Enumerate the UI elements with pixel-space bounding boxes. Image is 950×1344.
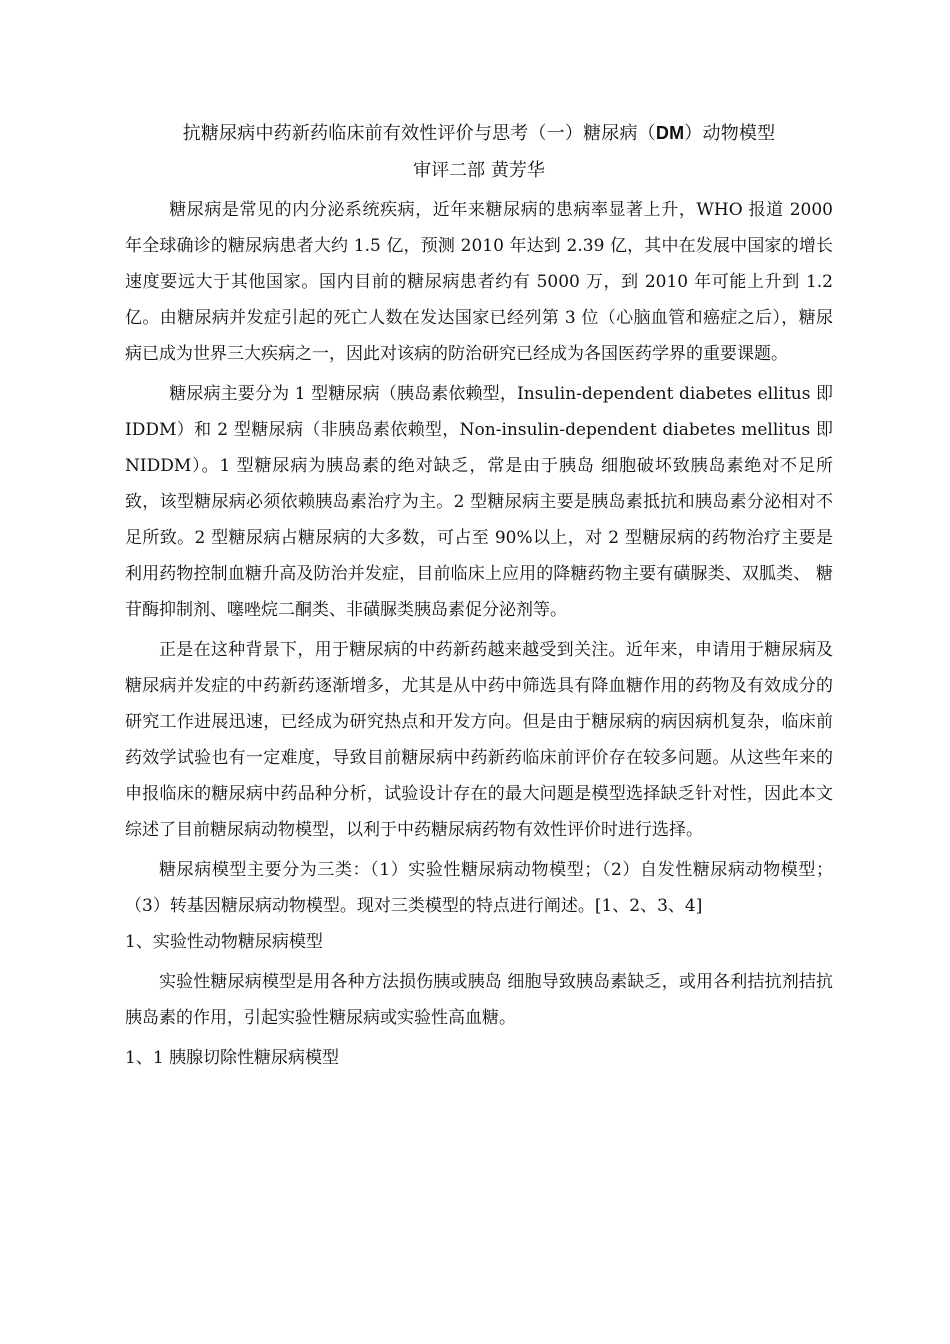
document-title xyxy=(125,118,833,149)
document-body xyxy=(125,192,833,1076)
title-text-part1: 抗糖尿病中药新药临床前有效性评价与思考（一）糖尿病（ xyxy=(182,123,656,144)
title-text-part2: ）动物模型 xyxy=(684,123,776,144)
paragraph-experimental-models: 实验性糖尿病模型是用各种方法损伤胰或胰岛 细胞导致胰岛素缺乏，或用各利拮抗剂拮抗胰岛素的作用，引起实验性糖尿病或实验性高血糖。 xyxy=(125,972,833,1028)
section-heading-1: 1、实验性动物糖尿病模型 xyxy=(125,932,323,952)
paragraph-types: 糖尿病主要分为 1 型糖尿病（胰岛素依赖型，Insulin-dependent diabetes ellitus 即 IDDM）和 2 型糖尿病（非胰岛素依赖型，Non-insulin-dependent diabetes mellitus 即 NIDDM）。1 型糖尿病为胰岛素的绝对缺乏，常是由于胰岛 细胞破坏致胰岛素绝对不足所致，该型糖尿病必须依赖胰岛素治疗为主。2 型糖尿病主要是胰岛素抵抗和胰岛素分泌相对不足所致。2 型糖尿病占糖尿病的大多数，可占至 90%以上，对 2 型糖尿病的药物治疗主要是利用药物控制血糖升高及防治并发症，目前临床上应用的降糖药物主要有磺脲类、双胍类、 糖苷酶抑制剂、噻唑烷二酮类、非磺脲类胰岛素促分泌剂等。 xyxy=(125,384,833,620)
section-heading-1-1: 1、1 胰腺切除性糖尿病模型 xyxy=(125,1048,340,1068)
paragraph-model-categories: 糖尿病模型主要分为三类：（1）实验性糖尿病动物模型；（2）自发性糖尿病动物模型；（3）转基因糖尿病动物模型。现对三类模型的特点进行阐述。[1、2、3、4] xyxy=(125,860,833,916)
paragraph-intro: 糖尿病是常见的内分泌系统疾病，近年来糖尿病的患病率显著上升，WHO 报道 2000 年全球确诊的糖尿病患者大约 1.5 亿，预测 2010 年达到 2.39 亿，其中在发展中国家的增长速度要远大于其他国家。国内目前的糖尿病患者约有 5000 万，到 2010 年可能上升到 1.2 亿。由糖尿病并发症引起的死亡人数在发达国家已经列第 3 位（心脑血管和癌症之后），糖尿病已成为世界三大疾病之一，因此对该病的防治研究已经成为各国医药学界的重要课题。 xyxy=(125,200,833,364)
paragraph-background: 正是在这种背景下，用于糖尿病的中药新药越来越受到关注。近年来，申请用于糖尿病及糖尿病并发症的中药新药逐渐增多，尤其是从中药中筛选具有降血糖作用的药物及有效成分的研究工作进展迅速，已经成为研究热点和开发方向。但是由于糖尿病的病因病机复杂，临床前药效学试验也有一定难度，导致目前糖尿病中药新药临床前评价存在较多问题。从这些年来的申报临床的糖尿病中药品种分析，试验设计存在的最大问题是模型选择缺乏针对性，因此本文综述了目前糖尿病动物模型，以利于中药糖尿病药物有效性评价时进行选择。 xyxy=(125,640,833,840)
title-text-bold: DM xyxy=(655,123,685,143)
author-line: 审评二部 黄芳华 xyxy=(413,160,545,181)
